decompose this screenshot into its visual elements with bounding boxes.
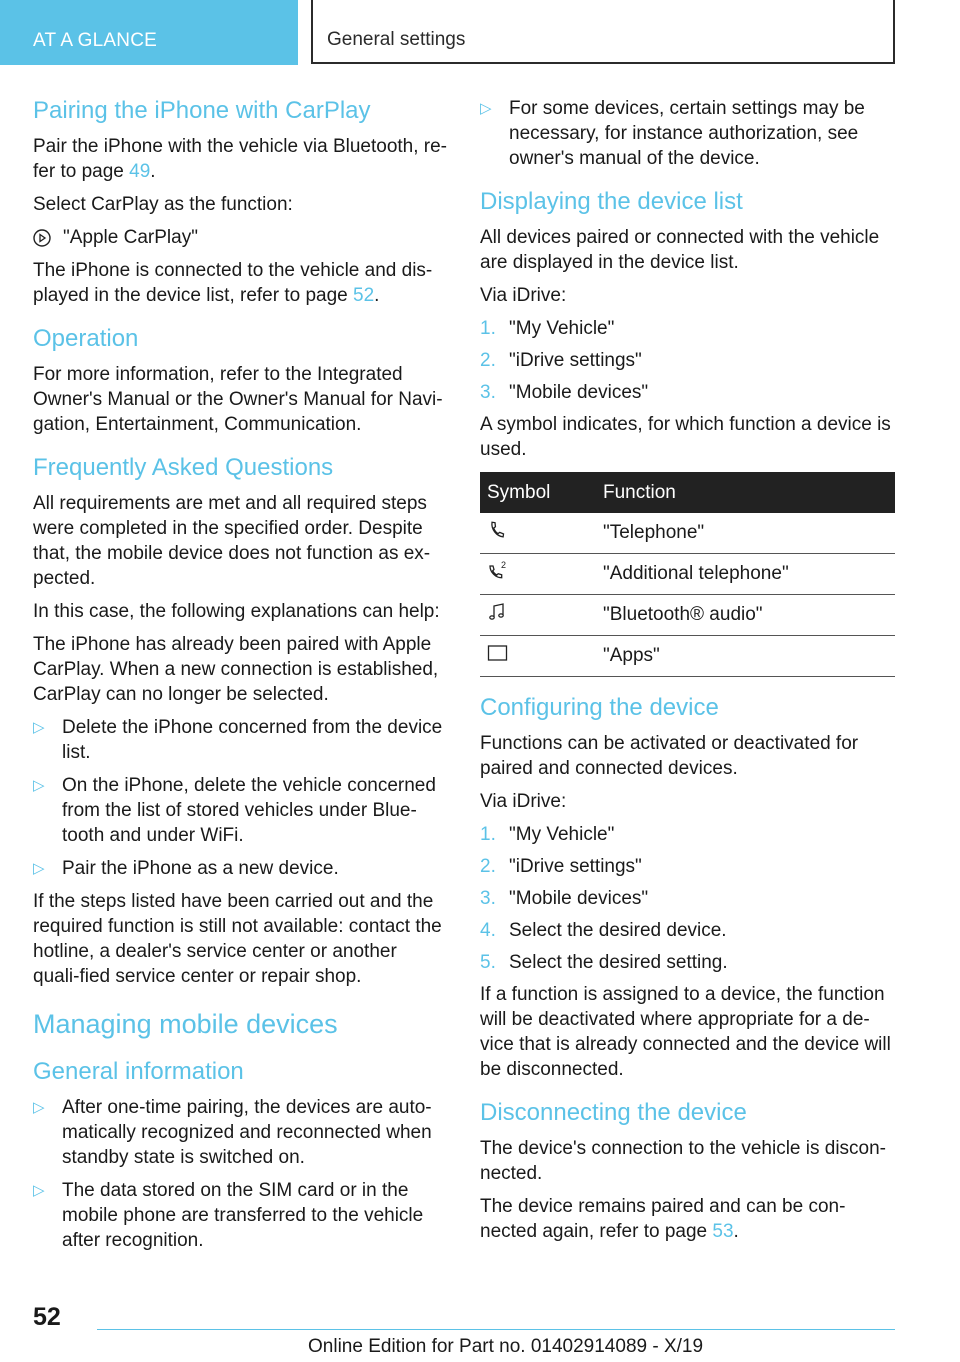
telephone-icon [487, 520, 507, 540]
step-item [480, 316, 898, 341]
step-number: 3. [480, 888, 496, 909]
text: "My Vehicle" [509, 824, 615, 845]
symbol-table [480, 472, 895, 677]
bullet-triangle-icon: ▷ [33, 777, 45, 794]
text: "Mobile devices" [509, 382, 649, 403]
text: On the iPhone, delete the vehicle concerned from the list of stored vehicles under Blue-tooth and under WiFi. [62, 775, 436, 846]
bullet-triangle-icon: ▷ [480, 100, 492, 117]
column-header-function: Function [602, 472, 895, 513]
page-link-53[interactable]: 53 [712, 1221, 734, 1242]
paragraph-faq-4: If the steps listed have been carried out and the required function is still not available: contact the hotline, a dealer's service center or another quali-fied service center or repair shop. [33, 891, 442, 987]
column-header-symbol: Symbol [480, 472, 602, 513]
paragraph-disconnecting-1: The device's connection to the vehicle is discon-nected. [480, 1138, 887, 1184]
table-row [480, 595, 895, 636]
text: The device remains paired and can be con-nected again, refer to page [480, 1196, 846, 1242]
text: "iDrive settings" [509, 856, 642, 877]
list-item [33, 715, 448, 765]
list-item [33, 856, 448, 881]
section-label: AT A GLANCE [33, 30, 157, 51]
text: After one-time pairing, the devices are auto-matically recognized and reconnected when standby state is switched on. [62, 1097, 432, 1168]
play-circle-icon [33, 229, 51, 247]
table-row [480, 636, 895, 677]
paragraph-symbol: A symbol indicates, for which function a device is used. [480, 414, 891, 460]
heading-managing: Managing mobile devices [33, 1009, 338, 1039]
footer-divider [97, 1329, 895, 1330]
text: Select the desired device. [509, 920, 727, 941]
table-row [480, 554, 895, 595]
text: . [150, 161, 156, 182]
list-item [480, 96, 898, 171]
text: "Mobile devices" [509, 888, 649, 909]
bullet-triangle-icon: ▷ [33, 1182, 45, 1199]
symbol-cell [480, 595, 602, 636]
step-number: 2. [480, 856, 496, 877]
step-item [480, 348, 898, 373]
symbol-cell [480, 636, 602, 677]
function-cell: "Additional telephone" [602, 554, 895, 595]
step-item [480, 950, 898, 975]
heading-configuring: Configuring the device [480, 694, 719, 721]
heading-faq: Frequently Asked Questions [33, 454, 334, 481]
step-number: 1. [480, 824, 496, 845]
additional-telephone-icon [487, 560, 509, 582]
via-idrive-label: Via iDrive: [480, 285, 567, 306]
step-number: 3. [480, 382, 496, 403]
paragraph-configuring: Functions can be activated or deactivated for paired and connected devices. [480, 733, 859, 779]
text: . [374, 285, 380, 306]
step-item [480, 854, 898, 879]
paragraph-operation: For more information, refer to the Integrated Owner's Manual or the Owner's Manual for Navi-gation, Entertainment, Communication. [33, 364, 443, 435]
step-item [480, 380, 898, 405]
step-item [480, 886, 898, 911]
function-cell: "Telephone" [602, 513, 895, 554]
left-column [33, 96, 448, 1261]
carplay-menu-item [33, 225, 448, 250]
edition-note: Online Edition for Part no. 01402914089 - X/19 [308, 1336, 704, 1357]
text: The iPhone is connected to the vehicle and dis-played in the device list, refer to page [33, 260, 433, 306]
paragraph-faq-3: The iPhone has already been paired with Apple CarPlay. When a new connection is established, CarPlay can no longer be selected. [33, 634, 439, 705]
section-tab [0, 0, 298, 65]
function-cell: "Apps" [602, 636, 895, 677]
list-item [33, 1095, 448, 1170]
svg-text:2: 2 [501, 560, 507, 570]
step-number: 4. [480, 920, 496, 941]
paragraph-device-list: All devices paired or connected with the vehicle are displayed in the device list. [480, 227, 880, 273]
symbol-cell [480, 554, 602, 595]
text: For some devices, certain settings may be necessary, for instance authorization, see owner's manual of the device. [509, 98, 865, 169]
via-idrive-label: Via iDrive: [480, 791, 567, 812]
text: Delete the iPhone concerned from the device list. [62, 717, 443, 763]
paragraph-faq-1: All requirements are met and all required steps were completed in the specified order. Despite that, the mobile device does not function as ex-pected. [33, 493, 431, 589]
symbol-cell [480, 513, 602, 554]
paragraph-faq-2: In this case, the following explanations can help: [33, 601, 440, 622]
step-number: 1. [480, 318, 496, 339]
bullet-triangle-icon: ▷ [33, 719, 45, 736]
text: Pair the iPhone as a new device. [62, 858, 339, 879]
chapter-title: General settings [327, 29, 466, 50]
bullet-triangle-icon: ▷ [33, 1099, 45, 1116]
text: . [733, 1221, 739, 1242]
paragraph-select: Select CarPlay as the function: [33, 194, 293, 215]
text: Select the desired setting. [509, 952, 728, 973]
right-column [480, 96, 898, 1252]
music-note-icon [487, 602, 507, 622]
text: "My Vehicle" [509, 318, 615, 339]
heading-device-list: Displaying the device list [480, 188, 743, 215]
paragraph-connected [33, 258, 448, 308]
chapter-tab [311, 0, 895, 64]
heading-general: General information [33, 1058, 244, 1085]
carplay-label: "Apple CarPlay" [63, 227, 198, 248]
page-link-52[interactable]: 52 [353, 285, 375, 306]
heading-operation: Operation [33, 325, 139, 352]
paragraph-disconnecting-2 [480, 1194, 898, 1244]
heading-pairing: Pairing the iPhone with CarPlay [33, 97, 371, 124]
text: The data stored on the SIM card or in the mobile phone are transferred to the vehicle after recognition. [62, 1180, 424, 1251]
bullet-triangle-icon: ▷ [33, 860, 45, 877]
list-item [33, 1178, 448, 1253]
function-cell: "Bluetooth® audio" [602, 595, 895, 636]
page-number: 52 [33, 1303, 61, 1331]
apps-icon [487, 644, 509, 662]
paragraph-pairing [33, 134, 448, 184]
step-item [480, 822, 898, 847]
paragraph-configuring-2: If a function is assigned to a device, the function will be deactivated where appropriate for a de-vice that is already connected and the device will be disconnected. [480, 984, 891, 1080]
heading-disconnecting: Disconnecting the device [480, 1099, 747, 1126]
step-number: 5. [480, 952, 496, 973]
page-link-49[interactable]: 49 [129, 161, 151, 182]
text: "iDrive settings" [509, 350, 642, 371]
text: Pair the iPhone with the vehicle via Bluetooth, re-fer to page [33, 136, 448, 182]
table-row [480, 513, 895, 554]
step-number: 2. [480, 350, 496, 371]
table-header-row [480, 472, 895, 513]
step-item [480, 918, 898, 943]
list-item [33, 773, 448, 848]
